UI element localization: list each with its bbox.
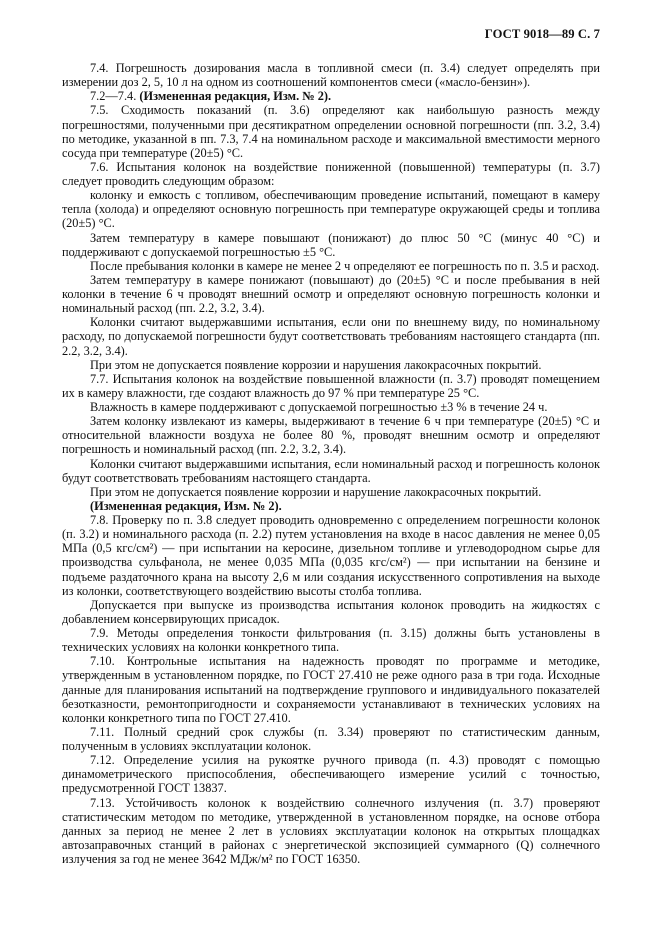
paragraph-text: 7.6. Испытания колонок на воздействие пониженной (повышенной) температуры (п. 3.7) следует проводить следующим образом: [62, 159, 600, 188]
paragraph-text: Колонки считают выдержавшими испытания, если номинальный расход и погрешность колонок будут соответствовать требованиям настоящего стандарта. [62, 456, 600, 485]
paragraph [62, 259, 600, 273]
paragraph-text: Затем температуру в камере понижают (повышают) до (20±5) °С и после пребывания в ней колонки в течение 6 ч проводят внешний осмотр и определяют основную погрешность колонки и номинальный расход (пп. 2.2, 3.2, 3.4). [62, 272, 600, 316]
paragraph [62, 400, 600, 414]
paragraph [62, 315, 600, 357]
paragraph [62, 61, 600, 89]
page-header: ГОСТ 9018—89 С. 7 [484, 27, 600, 41]
paragraph [62, 414, 600, 456]
paragraph-text: 7.13. Устойчивость колонок к воздействию солнечного излучения (п. 3.7) проверяют статистическим методом по методике, утвержденной в установленном порядке, на основе отбора данных за период не менее 2 лет в условиях эксплуатации колонок на открытых площадках автозаправочных станций в районах с энергетической экспозицией суммарного (Q) солнечного излучения за год не менее 3642 МДж/м² по ГОСТ 16350. [62, 795, 600, 866]
paragraph [62, 753, 600, 795]
paragraph-text: При этом не допускается появление коррозии и нарушения лакокрасочных покрытий. [90, 357, 542, 372]
paragraph [62, 598, 600, 626]
paragraph [62, 725, 600, 753]
paragraph-text: колонку и емкость с топливом, обеспечивающим проведение испытаний, помещают в камеру тепла (холода) и определяют основную погрешность при температуре окружающей среды и топлива (20±5) °С. [62, 188, 600, 231]
paragraph-text: 7.11. Полный средний срок службы (п. 3.34) проверяют по статистическим данным, полученным в условиях эксплуатации колонок. [62, 724, 600, 753]
paragraph-text: Затем температуру в камере повышают (понижают) до плюс 50 °С (минус 40 °С) и поддерживают с допускаемой погрешностью ±5 °С. [62, 230, 600, 259]
paragraph-text: Колонки считают выдержавшими испытания, если они по внешнему виду, по номинальному расходу, по допускаемой погрешности будут соответствовать требованиям настоящего стандарта (пп. 2.2, 3.2, 3.4). [62, 315, 600, 358]
paragraph-text: 7.4. Погрешность дозирования масла в топливной смеси (п. 3.4) следует определять при измерении доз 2, 5, 10 л на одном из соотношений компонентов смеси («масло-бензин»). [62, 61, 600, 90]
paragraph-text: 7.12. Определение усилия на рукоятке ручного привода (п. 4.3) проводят с помощью динамометрического приспособления, обеспечивающего измерение усилий с точностью, предусмотренной ГОСТ 13837. [62, 753, 600, 796]
paragraph [62, 654, 600, 725]
paragraph-text: 7.2—7.4. [90, 89, 140, 104]
paragraph [62, 103, 600, 160]
paragraph [62, 626, 600, 654]
paragraph-text: Затем колонку извлекают из камеры, выдерживают в течение 6 ч при температуре (20±5) °С и относительной влажности воздуха не более 80 %, проводят внешним осмотр и определяют погрешность и номинальный расход (пп. 2.2, 3.2, 3.4). [62, 414, 600, 457]
paragraph-text: 7.10. Контрольные испытания на надежность проводят по программе и методике, утвержденным в установленном порядке, по ГОСТ 27.410 не реже одного раза в три года. Исходные данные для планирования испытаний на подтверждение группового и индивидуального показателей безотказности, ремонтопригодности и сохраняемости устанавливают в технических условиях на колонки конкретного типа по ГОСТ 27.410. [62, 654, 600, 725]
paragraph [62, 273, 600, 315]
revision-note: (Измененная редакция, Изм. № 2). [139, 89, 332, 104]
paragraph [62, 372, 600, 400]
paragraph-text: Допускается при выпуске из производства испытания колонок проводить на жидкостях с добавлением консервирующих присадок. [62, 597, 600, 626]
document-body [62, 61, 600, 866]
paragraph-text: 7.8. Проверку по п. 3.8 следует проводить одновременно с определением погрешности колонок (п. 3.2) и номинального расхода (п. 2.2) путем установления на входе в насос давления не менее 0,05 МПа (0,5 кгс/см²) — при испытании на керосине, дизельном топливе и углеводородном сырье для производства сульфанола, не менее 0,035 МПа (0,035 кгс/см²) — при испытании на бензине и подъеме раздаточного крана на высоту 2,6 м или создания искусственного сопротивления на выходе из колонки, соответствующего воздействию высоты столба топлива. [62, 513, 600, 598]
paragraph-text: 7.5. Сходимость показаний (п. 3.6) определяют как наибольшую разность между погрешностями, полученными при десятикратном определении основной погрешности (пп. 3.2, 3.4) по методике, указанной в пп. 7.3, 7.4 на номинальном расходе и максимальной вместимости мерного сосуда при температуре (20±5) °С. [62, 103, 600, 160]
paragraph-text: После пребывания колонки в камере не менее 2 ч определяют ее погрешность по п. 3.5 и расход. [90, 258, 600, 273]
paragraph [62, 231, 600, 259]
paragraph [62, 513, 600, 598]
paragraph [62, 188, 600, 230]
revision-note: (Измененная редакция, Изм. № 2). [90, 498, 282, 513]
paragraph [62, 499, 600, 513]
paragraph-text: 7.9. Методы определения тонкости фильтрования (п. 3.15) должны быть установлены в технических условиях на колонки конкретного типа. [62, 626, 600, 655]
paragraph-text: Влажность в камере поддерживают с допускаемой погрешностью ±3 % в течение 24 ч. [90, 400, 548, 414]
paragraph [62, 358, 600, 372]
paragraph [62, 485, 600, 499]
paragraph-text: При этом не допускается появление коррозии и нарушение лакокрасочных покрытий. [90, 484, 542, 499]
paragraph [62, 457, 600, 485]
paragraph-text: 7.7. Испытания колонок на воздействие повышенной влажности (п. 3.7) проводят помещением их в камеру влажности, где создают влажность до 97 % при температуре 25 °С. [62, 371, 600, 400]
paragraph [62, 160, 600, 188]
paragraph [62, 89, 600, 103]
paragraph [62, 796, 600, 867]
